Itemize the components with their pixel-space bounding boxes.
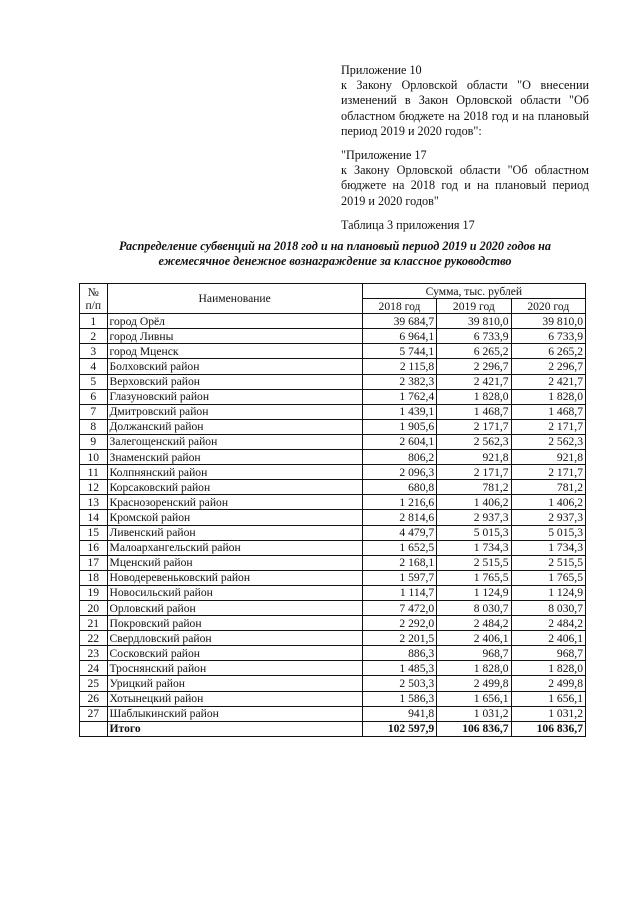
row-value-2018: 2 201,5 (362, 631, 436, 646)
row-value-2020: 921,8 (511, 450, 585, 465)
row-value-2019: 1 765,5 (437, 570, 511, 585)
row-value-2020: 1 734,3 (511, 540, 585, 555)
row-name: Корсаковский район (107, 480, 362, 495)
total-2018: 102 597,9 (362, 721, 436, 736)
row-value-2018: 4 479,7 (362, 525, 436, 540)
row-name: Дмитровский район (107, 404, 362, 419)
row-value-2018: 1 597,7 (362, 570, 436, 585)
row-number: 8 (80, 419, 108, 434)
total-row (80, 721, 586, 736)
row-value-2020: 1 828,0 (511, 389, 585, 404)
row-value-2018: 1 586,3 (362, 691, 436, 706)
row-value-2020: 2 499,8 (511, 676, 585, 691)
table-row (80, 600, 586, 615)
row-value-2018: 1 762,4 (362, 389, 436, 404)
row-value-2020: 1 828,0 (511, 661, 585, 676)
row-value-2018: 2 115,8 (362, 359, 436, 374)
row-value-2018: 5 744,1 (362, 344, 436, 359)
table-row (80, 374, 586, 389)
table-row (80, 434, 586, 449)
table-row (80, 389, 586, 404)
row-value-2018: 1 652,5 (362, 540, 436, 555)
row-value-2019: 1 468,7 (437, 404, 511, 419)
row-value-2019: 1 406,2 (437, 495, 511, 510)
row-value-2020: 968,7 (511, 646, 585, 661)
row-value-2019: 921,8 (437, 450, 511, 465)
row-value-2018: 680,8 (362, 480, 436, 495)
row-number: 19 (80, 585, 108, 600)
row-value-2019: 39 810,0 (437, 314, 511, 329)
row-number: 10 (80, 450, 108, 465)
total-label: Итого (107, 721, 362, 736)
row-name: Колпнянский район (107, 465, 362, 480)
row-number: 6 (80, 389, 108, 404)
row-value-2018: 1 216,6 (362, 495, 436, 510)
row-name: Знаменский район (107, 450, 362, 465)
row-number: 24 (80, 661, 108, 676)
table-row (80, 495, 586, 510)
row-value-2018: 2 814,6 (362, 510, 436, 525)
row-value-2019: 6 265,2 (437, 344, 511, 359)
row-name: Троснянский район (107, 661, 362, 676)
table-row (80, 314, 586, 329)
table-body (80, 314, 586, 737)
table-row (80, 676, 586, 691)
row-value-2019: 2 171,7 (437, 465, 511, 480)
row-number: 27 (80, 706, 108, 721)
quote-text: к Закону Орловской области "Об областном бюджете на 2018 год и на плановый период 2019 и 2020 годов" (341, 163, 589, 208)
row-number: 14 (80, 510, 108, 525)
row-value-2018: 39 684,7 (362, 314, 436, 329)
table-row (80, 555, 586, 570)
row-name: Краснозоренский район (107, 495, 362, 510)
row-value-2019: 8 030,7 (437, 600, 511, 615)
row-value-2018: 2 604,1 (362, 434, 436, 449)
row-value-2018: 2 292,0 (362, 616, 436, 631)
appendix-title: Приложение 10 (341, 63, 422, 77)
row-value-2019: 781,2 (437, 480, 511, 495)
quote-title: "Приложение 17 (341, 148, 427, 163)
row-number: 15 (80, 525, 108, 540)
table-row (80, 540, 586, 555)
appendix-text: к Закону Орловской области "О внесении изменений в Закон Орловской области "Об областном бюджете на 2018 год и на плановый период 2019 и 2020 годов": (341, 78, 589, 138)
title-line-2: ежемесячное денежное вознаграждение за классное руководство (158, 254, 512, 268)
row-value-2020: 2 296,7 (511, 359, 585, 374)
table-header-row (80, 284, 586, 299)
row-value-2019: 1 031,2 (437, 706, 511, 721)
row-value-2019: 1 734,3 (437, 540, 511, 555)
row-value-2020: 2 484,2 (511, 616, 585, 631)
row-value-2020: 1 765,5 (511, 570, 585, 585)
table-row (80, 706, 586, 721)
row-number: 2 (80, 329, 108, 344)
row-value-2020: 781,2 (511, 480, 585, 495)
row-name: Кромской район (107, 510, 362, 525)
row-name: Хотынецкий район (107, 691, 362, 706)
row-value-2018: 2 503,3 (362, 676, 436, 691)
row-name: Свердловский район (107, 631, 362, 646)
row-value-2020: 6 733,9 (511, 329, 585, 344)
row-value-2018: 2 382,3 (362, 374, 436, 389)
row-name: Малоархангельский район (107, 540, 362, 555)
row-name: Шаблыкинский район (107, 706, 362, 721)
total-number (80, 721, 108, 736)
row-value-2020: 1 656,1 (511, 691, 585, 706)
row-value-2020: 2 171,7 (511, 465, 585, 480)
total-2019: 106 836,7 (437, 721, 511, 736)
row-number: 21 (80, 616, 108, 631)
header-year-2020: 2020 год (511, 299, 585, 314)
table-row (80, 450, 586, 465)
row-value-2018: 1 439,1 (362, 404, 436, 419)
row-name: Сосковский район (107, 646, 362, 661)
row-value-2019: 2 515,5 (437, 555, 511, 570)
header-year-2019: 2019 год (437, 299, 511, 314)
table-row (80, 570, 586, 585)
row-value-2020: 39 810,0 (511, 314, 585, 329)
row-value-2020: 2 406,1 (511, 631, 585, 646)
row-name: Верховский район (107, 374, 362, 389)
row-value-2020: 2 515,5 (511, 555, 585, 570)
row-name: Болховский район (107, 359, 362, 374)
row-number: 12 (80, 480, 108, 495)
row-value-2019: 1 828,0 (437, 389, 511, 404)
row-name: Урицкий район (107, 676, 362, 691)
row-value-2019: 968,7 (437, 646, 511, 661)
row-number: 23 (80, 646, 108, 661)
document-title (70, 239, 600, 269)
table-row (80, 661, 586, 676)
table-row (80, 344, 586, 359)
row-number: 22 (80, 631, 108, 646)
table-row (80, 329, 586, 344)
row-value-2019: 2 406,1 (437, 631, 511, 646)
table-row (80, 419, 586, 434)
row-number: 5 (80, 374, 108, 389)
row-number: 11 (80, 465, 108, 480)
table-row (80, 510, 586, 525)
row-name: город Ливны (107, 329, 362, 344)
header-name: Наименование (107, 284, 362, 314)
row-value-2018: 806,2 (362, 450, 436, 465)
row-name: Глазуновский район (107, 389, 362, 404)
row-name: Новосильский район (107, 585, 362, 600)
row-value-2019: 2 562,3 (437, 434, 511, 449)
row-value-2019: 2 484,2 (437, 616, 511, 631)
row-value-2019: 1 656,1 (437, 691, 511, 706)
table-row (80, 691, 586, 706)
row-number: 13 (80, 495, 108, 510)
row-value-2018: 1 114,7 (362, 585, 436, 600)
row-name: Должанский район (107, 419, 362, 434)
row-name: Покровский район (107, 616, 362, 631)
row-value-2020: 6 265,2 (511, 344, 585, 359)
row-value-2020: 2 562,3 (511, 434, 585, 449)
row-value-2018: 2 168,1 (362, 555, 436, 570)
row-name: Новодеревеньковский район (107, 570, 362, 585)
header-number (80, 284, 108, 314)
row-value-2019: 1 828,0 (437, 661, 511, 676)
row-value-2020: 1 468,7 (511, 404, 585, 419)
table-row (80, 616, 586, 631)
row-name: город Орёл (107, 314, 362, 329)
header-number-top: № (87, 285, 99, 299)
appendix-header (341, 63, 589, 233)
subsidy-table (79, 283, 586, 737)
row-value-2019: 2 421,7 (437, 374, 511, 389)
row-number: 20 (80, 600, 108, 615)
table-row (80, 359, 586, 374)
row-value-2019: 5 015,3 (437, 525, 511, 540)
header-year-2018: 2018 год (362, 299, 436, 314)
title-line-1: Распределение субвенций на 2018 год и на плановый период 2019 и 2020 годов на (119, 239, 551, 253)
row-value-2019: 1 124,9 (437, 585, 511, 600)
table-row (80, 646, 586, 661)
table-reference: Таблица 3 приложения 17 (341, 217, 475, 232)
row-value-2020: 2 171,7 (511, 419, 585, 434)
row-number: 9 (80, 434, 108, 449)
row-name: Залегощенский район (107, 434, 362, 449)
row-name: Орловский район (107, 600, 362, 615)
row-name: Ливенский район (107, 525, 362, 540)
table-row (80, 631, 586, 646)
row-value-2020: 5 015,3 (511, 525, 585, 540)
total-2020: 106 836,7 (511, 721, 585, 736)
row-number: 1 (80, 314, 108, 329)
row-value-2019: 6 733,9 (437, 329, 511, 344)
row-number: 4 (80, 359, 108, 374)
row-value-2018: 7 472,0 (362, 600, 436, 615)
row-value-2019: 2 937,3 (437, 510, 511, 525)
header-sum: Сумма, тыс. рублей (362, 284, 585, 299)
row-value-2018: 1 485,3 (362, 661, 436, 676)
row-value-2018: 6 964,1 (362, 329, 436, 344)
table-row (80, 465, 586, 480)
row-number: 3 (80, 344, 108, 359)
table-row (80, 404, 586, 419)
row-value-2019: 2 296,7 (437, 359, 511, 374)
row-value-2020: 2 937,3 (511, 510, 585, 525)
header-number-bottom: п/п (85, 298, 102, 312)
row-value-2018: 886,3 (362, 646, 436, 661)
row-number: 25 (80, 676, 108, 691)
row-value-2020: 8 030,7 (511, 600, 585, 615)
row-value-2018: 941,8 (362, 706, 436, 721)
row-value-2020: 1 406,2 (511, 495, 585, 510)
row-value-2020: 1 031,2 (511, 706, 585, 721)
row-value-2018: 1 905,6 (362, 419, 436, 434)
row-value-2018: 2 096,3 (362, 465, 436, 480)
row-name: Мценский район (107, 555, 362, 570)
row-number: 18 (80, 570, 108, 585)
table-row (80, 585, 586, 600)
row-number: 17 (80, 555, 108, 570)
table-row (80, 525, 586, 540)
row-name: город Мценск (107, 344, 362, 359)
row-value-2019: 2 171,7 (437, 419, 511, 434)
row-value-2019: 2 499,8 (437, 676, 511, 691)
row-number: 7 (80, 404, 108, 419)
row-number: 16 (80, 540, 108, 555)
row-value-2020: 2 421,7 (511, 374, 585, 389)
table-row (80, 480, 586, 495)
row-value-2020: 1 124,9 (511, 585, 585, 600)
row-number: 26 (80, 691, 108, 706)
